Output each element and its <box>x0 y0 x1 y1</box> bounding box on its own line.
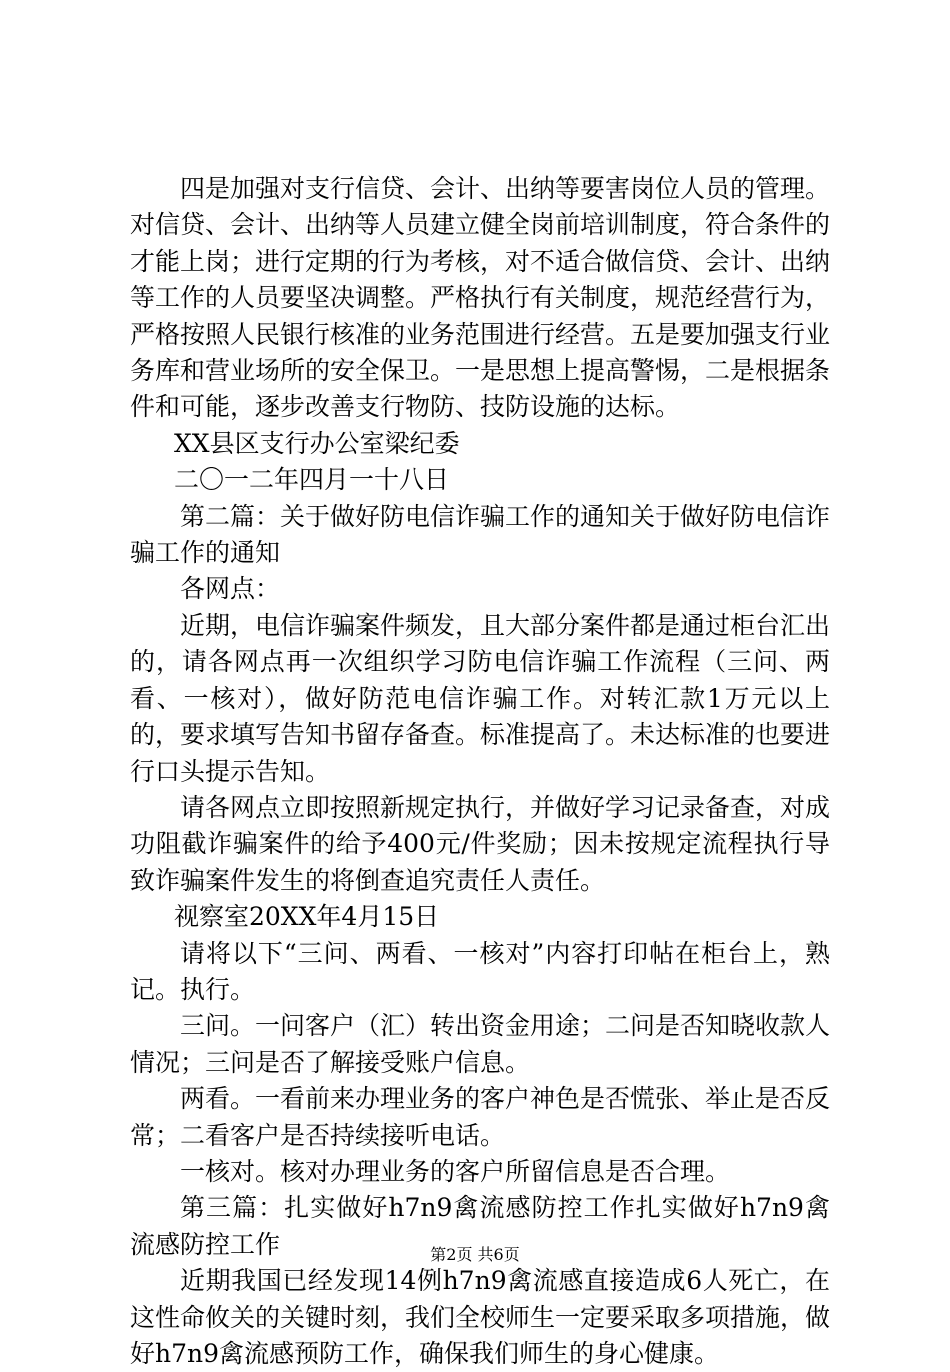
paragraph-strengthen-staff-management: 四是加强对支行信贷、会计、出纳等要害岗位人员的管理。对信贷、会计、出纳等人员建立健全岗前培训制度，符合条件的才能上岗；进行定期的行为考核，对不适合做信贷、会计、出纳等工作的人员要坚决调整。严格执行有关制度，规范经营行为，严格按照人民银行核准的业务范围进行经营。五是要加强支行业务库和营业场所的安全保卫。一是思想上提高警惕，二是根据条件和可能，逐步改善支行物防、技防设施的达标。 <box>130 174 831 422</box>
signature-inspection-office: 视察室20XX年4月15日 <box>174 902 440 932</box>
page-number-footer: 第2页 共6页 <box>430 1245 520 1264</box>
paragraph-two-checks: 两看。一看前来办理业务的客户神色是否慌张、举止是否反常；二看客户是否持续接听电话。 <box>130 1084 831 1150</box>
document-body <box>130 171 830 1372</box>
signature-date: 二〇一二年四月一十八日 <box>174 465 450 495</box>
paragraph-print-instructions: 请将以下“三问、两看、一核对”内容打印帖在柜台上，熟记。执行。 <box>130 938 830 1004</box>
signature-office: XX县区支行办公室梁纪委 <box>174 428 460 458</box>
paragraph-three-questions: 三问。一问客户（汇）转出资金用途；二问是否知晓收款人情况；三问是否了解接受账户信息。 <box>130 1011 831 1077</box>
paragraph-telecom-fraud-notice: 近期，电信诈骗案件频发，且大部分案件都是通过柜台汇出的，请各网点再一次组织学习防电信诈骗工作流程（三问、两看、一核对），做好防范电信诈骗工作。对转汇款1万元以上的，要求填写告知书留存备查。标准提高了。未达标准的也要进行口头提示告知。 <box>130 610 831 786</box>
paragraph-one-verification: 一核对。核对办理业务的客户所留信息是否合理。 <box>180 1156 731 1186</box>
section-two-title: 第二篇：关于做好防电信诈骗工作的通知关于做好防电信诈骗工作的通知 <box>130 501 831 568</box>
salutation: 各网点： <box>180 574 281 604</box>
paragraph-new-rules: 请各网点立即按照新规定执行，并做好学习记录备查，对成功阻截诈骗案件的给予400元/件奖励；因未按规定流程执行导致诈骗案件发生的将倒查追究责任人责任。 <box>130 792 831 895</box>
paragraph-h7n9-prevention: 近期我国已经发现14例h7n9禽流感直接造成6人死亡，在这性命攸关的关键时刻，我们全校师生一定要采取多项措施，做好h7n9禽流感预防工作，确保我们师生的身心健康。 <box>130 1266 831 1368</box>
section-three-title: 第三篇：扎实做好h7n9禽流感防控工作扎实做好h7n9禽流感防控工作 <box>130 1193 830 1259</box>
